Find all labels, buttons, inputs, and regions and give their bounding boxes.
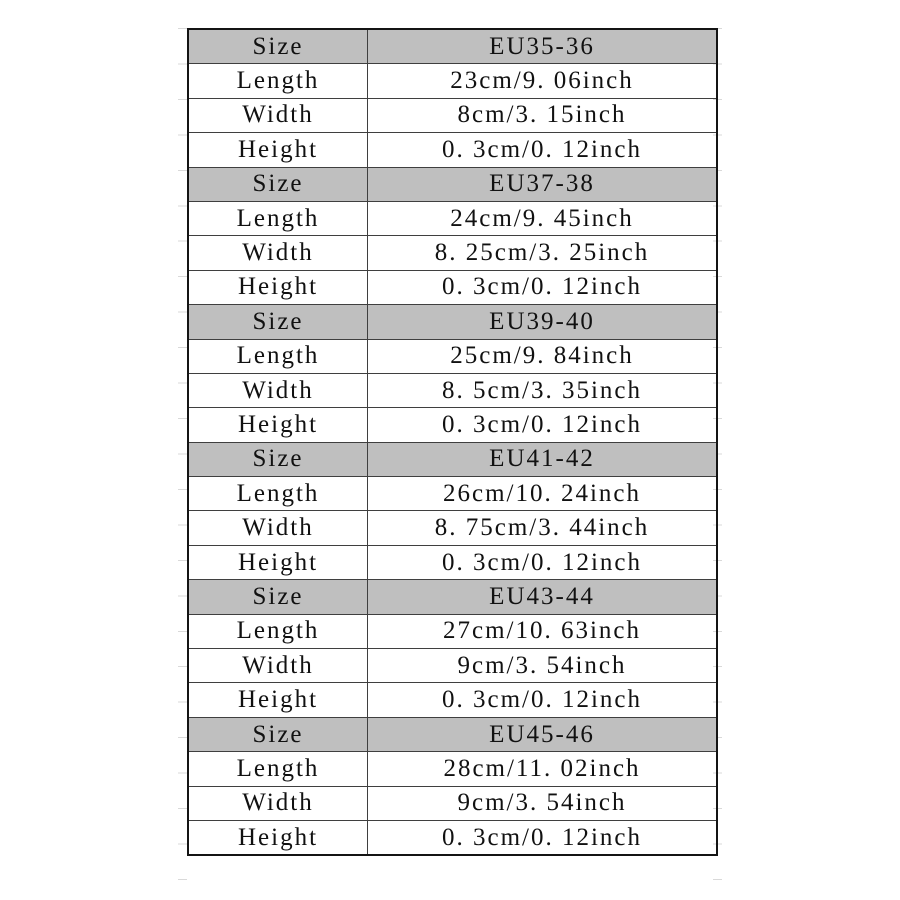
row-value-cell: 9cm/3. 54inch	[368, 649, 718, 683]
size-header-value: EU45-46	[368, 717, 718, 751]
row-value-cell: 8. 75cm/3. 44inch	[368, 511, 718, 545]
table-row	[188, 64, 717, 98]
table-row	[188, 133, 717, 167]
shoe-size-chart-table	[187, 28, 718, 856]
table-row	[188, 820, 717, 855]
row-label-cell: Height	[188, 408, 368, 442]
table-row	[188, 545, 717, 579]
size-section-eu37-38	[188, 167, 717, 305]
size-section-eu43-44	[188, 580, 717, 718]
table-row	[188, 649, 717, 683]
size-header-value: EU43-44	[368, 580, 718, 614]
row-label-cell: Width	[188, 236, 368, 270]
size-header-label: Size	[188, 442, 368, 476]
row-value-cell: 0. 3cm/0. 12inch	[368, 683, 718, 717]
row-label-cell: Width	[188, 649, 368, 683]
row-value-cell: 0. 3cm/0. 12inch	[368, 820, 718, 855]
row-label-cell: Width	[188, 786, 368, 820]
table-row	[188, 786, 717, 820]
table-row	[188, 683, 717, 717]
row-value-cell: 23cm/9. 06inch	[368, 64, 718, 98]
row-value-cell: 8. 25cm/3. 25inch	[368, 236, 718, 270]
size-header-value: EU39-40	[368, 305, 718, 339]
table-row	[188, 339, 717, 373]
section-header-row	[188, 29, 717, 64]
row-label-cell: Width	[188, 373, 368, 407]
table-row	[188, 408, 717, 442]
size-header-label: Size	[188, 305, 368, 339]
size-section-eu45-46	[188, 717, 717, 855]
section-header-row	[188, 305, 717, 339]
size-header-value: EU35-36	[368, 29, 718, 64]
row-label-cell: Length	[188, 201, 368, 235]
table-row	[188, 373, 717, 407]
row-value-cell: 0. 3cm/0. 12inch	[368, 133, 718, 167]
row-label-cell: Height	[188, 270, 368, 304]
table-row	[188, 270, 717, 304]
row-value-cell: 25cm/9. 84inch	[368, 339, 718, 373]
row-value-cell: 9cm/3. 54inch	[368, 786, 718, 820]
table-row	[188, 511, 717, 545]
row-label-cell: Height	[188, 820, 368, 855]
table-row	[188, 752, 717, 786]
size-section-eu41-42	[188, 442, 717, 580]
section-header-row	[188, 167, 717, 201]
row-label-cell: Height	[188, 545, 368, 579]
spreadsheet-gridline-stubs-left	[178, 28, 187, 881]
size-section-eu39-40	[188, 305, 717, 443]
row-value-cell: 28cm/11. 02inch	[368, 752, 718, 786]
row-label-cell: Length	[188, 339, 368, 373]
row-value-cell: 0. 3cm/0. 12inch	[368, 270, 718, 304]
section-header-row	[188, 717, 717, 751]
row-value-cell: 26cm/10. 24inch	[368, 477, 718, 511]
row-value-cell: 8. 5cm/3. 35inch	[368, 373, 718, 407]
table-row	[188, 477, 717, 511]
row-label-cell: Width	[188, 511, 368, 545]
size-header-value: EU37-38	[368, 167, 718, 201]
row-value-cell: 27cm/10. 63inch	[368, 614, 718, 648]
size-header-value: EU41-42	[368, 442, 718, 476]
size-section-eu35-36	[188, 29, 717, 167]
row-value-cell: 0. 3cm/0. 12inch	[368, 545, 718, 579]
size-header-label: Size	[188, 167, 368, 201]
table-row	[188, 98, 717, 132]
row-value-cell: 0. 3cm/0. 12inch	[368, 408, 718, 442]
section-header-row	[188, 442, 717, 476]
table-row	[188, 201, 717, 235]
row-label-cell: Width	[188, 98, 368, 132]
row-label-cell: Length	[188, 752, 368, 786]
row-label-cell: Length	[188, 477, 368, 511]
size-header-label: Size	[188, 580, 368, 614]
table-row	[188, 614, 717, 648]
row-label-cell: Height	[188, 133, 368, 167]
size-header-label: Size	[188, 29, 368, 64]
row-label-cell: Length	[188, 64, 368, 98]
table-row	[188, 236, 717, 270]
row-value-cell: 24cm/9. 45inch	[368, 201, 718, 235]
row-value-cell: 8cm/3. 15inch	[368, 98, 718, 132]
section-header-row	[188, 580, 717, 614]
size-header-label: Size	[188, 717, 368, 751]
row-label-cell: Length	[188, 614, 368, 648]
row-label-cell: Height	[188, 683, 368, 717]
